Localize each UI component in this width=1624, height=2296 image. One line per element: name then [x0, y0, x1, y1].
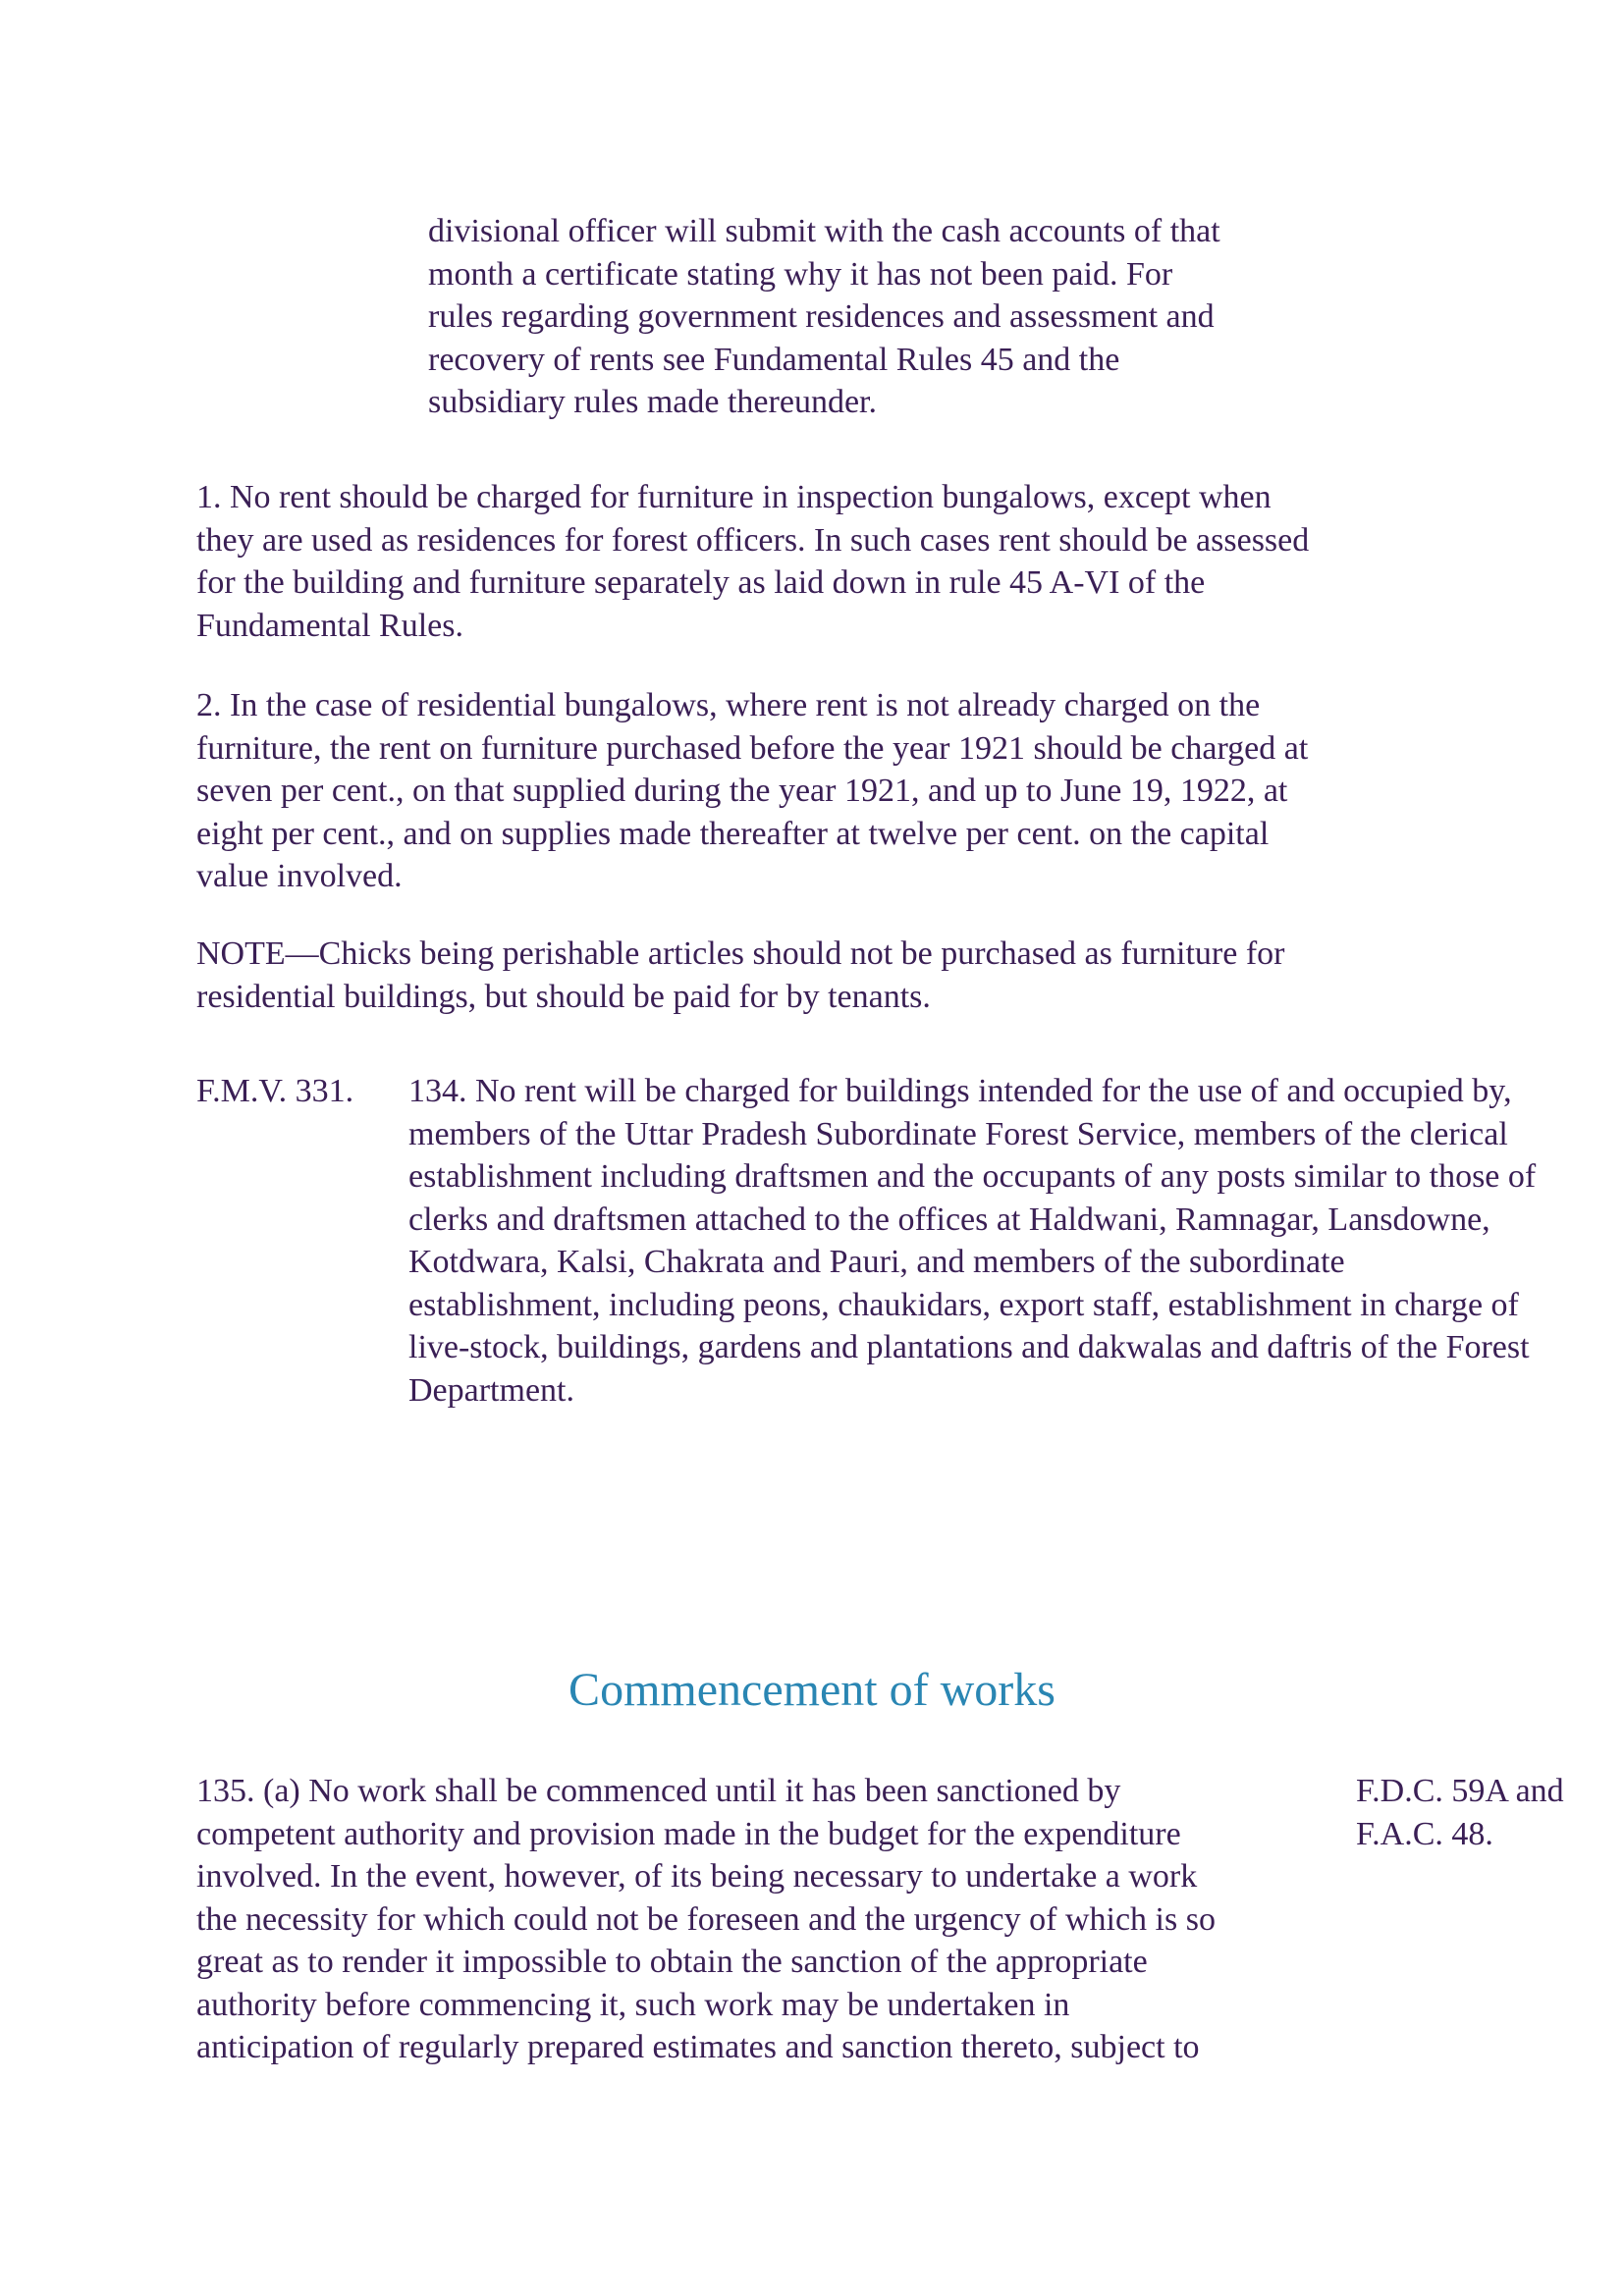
rule-134-paragraph [408, 1070, 1624, 1412]
text-line: 134. No rent will be charged for buildings intended for the use of and occupied by, [408, 1073, 1512, 1109]
text-line: Department. [408, 1371, 574, 1409]
text-line: establishment, including peons, chaukidars, export staff, establishment in charge of [408, 1286, 1519, 1323]
text-line: F.A.C. 48. [1356, 1815, 1493, 1852]
rule-135-paragraph [196, 1770, 1216, 2069]
text-line: they are used as residences for forest officers. In such cases rent should be assessed [196, 521, 1310, 559]
text-line: residential buildings, but should be paid for by tenants. [196, 978, 931, 1015]
text-line: clerks and draftsmen attached to the offices at Haldwani, Ramnagar, Lansdowne, [408, 1201, 1490, 1238]
section-heading: Commencement of works [568, 1664, 1056, 1716]
text-line: authority before commencing it, such work may be undertaken in [196, 1986, 1070, 2023]
text-line: recovery of rents see Fundamental Rules 45 and the [428, 341, 1120, 378]
text-line: subsidiary rules made thereunder. [428, 384, 877, 420]
text-line: F.D.C. 59A and [1356, 1773, 1564, 1809]
text-line: value involved. [196, 858, 403, 894]
text-line: NOTE—Chicks being perishable articles should not be purchased as furniture for [196, 935, 1285, 972]
text-line: the necessity for which could not be foreseen and the urgency of which is so [196, 1900, 1216, 1938]
text-line: furniture, the rent on furniture purchased before the year 1921 should be charged at [196, 729, 1309, 767]
continued-paragraph [428, 210, 1220, 424]
text-line: 1. No rent should be charged for furniture in inspection bungalows, except when [196, 479, 1272, 515]
text-line: live-stock, buildings, gardens and plantations and dakwalas and daftris of the Forest [408, 1329, 1530, 1365]
side-reference-135 [1356, 1770, 1564, 1855]
text-line: establishment including draftsmen and the occupants of any posts similar to those of [408, 1158, 1537, 1195]
text-line: rules regarding government residences and assessment and [428, 298, 1215, 335]
paragraph-furniture-inspection-bungalows [196, 476, 1309, 647]
text-line: great as to render it impossible to obtain the sanction of the appropriate [196, 1944, 1148, 1980]
text-line: members of the Uttar Pradesh Subordinate Forest Service, members of the clerical [408, 1115, 1508, 1152]
text-line: 135. (a) No work shall be commenced until it has been sanctioned by [196, 1773, 1121, 1809]
text-line: anticipation of regularly prepared estimates and sanction thereto, subject to [196, 2029, 1200, 2065]
text-line: for the building and furniture separately as laid down in rule 45 A-VI of the [196, 564, 1206, 601]
text-line: seven per cent., on that supplied during the year 1921, and up to June 19, 1922, at [196, 773, 1288, 809]
text-line: Fundamental Rules. [196, 607, 463, 644]
text-line: Kotdwara, Kalsi, Chakrata and Pauri, and members of the subordinate [408, 1244, 1345, 1280]
side-reference-134: F.M.V. 331. [196, 1073, 354, 1109]
note-paragraph [196, 933, 1284, 1018]
text-line: month a certificate stating why it has not been paid. For [428, 255, 1173, 293]
text-line: competent authority and provision made in the budget for the expenditure [196, 1815, 1181, 1852]
paragraph-residential-bungalows [196, 684, 1308, 898]
text-line: divisional officer will submit with the cash accounts of that [428, 213, 1220, 249]
text-line: eight per cent., and on supplies made thereafter at twelve per cent. on the capital [196, 815, 1270, 852]
text-line: 2. In the case of residential bungalows, where rent is not already charged on the [196, 687, 1261, 723]
text-line: involved. In the event, however, of its being necessary to undertake a work [196, 1858, 1198, 1895]
